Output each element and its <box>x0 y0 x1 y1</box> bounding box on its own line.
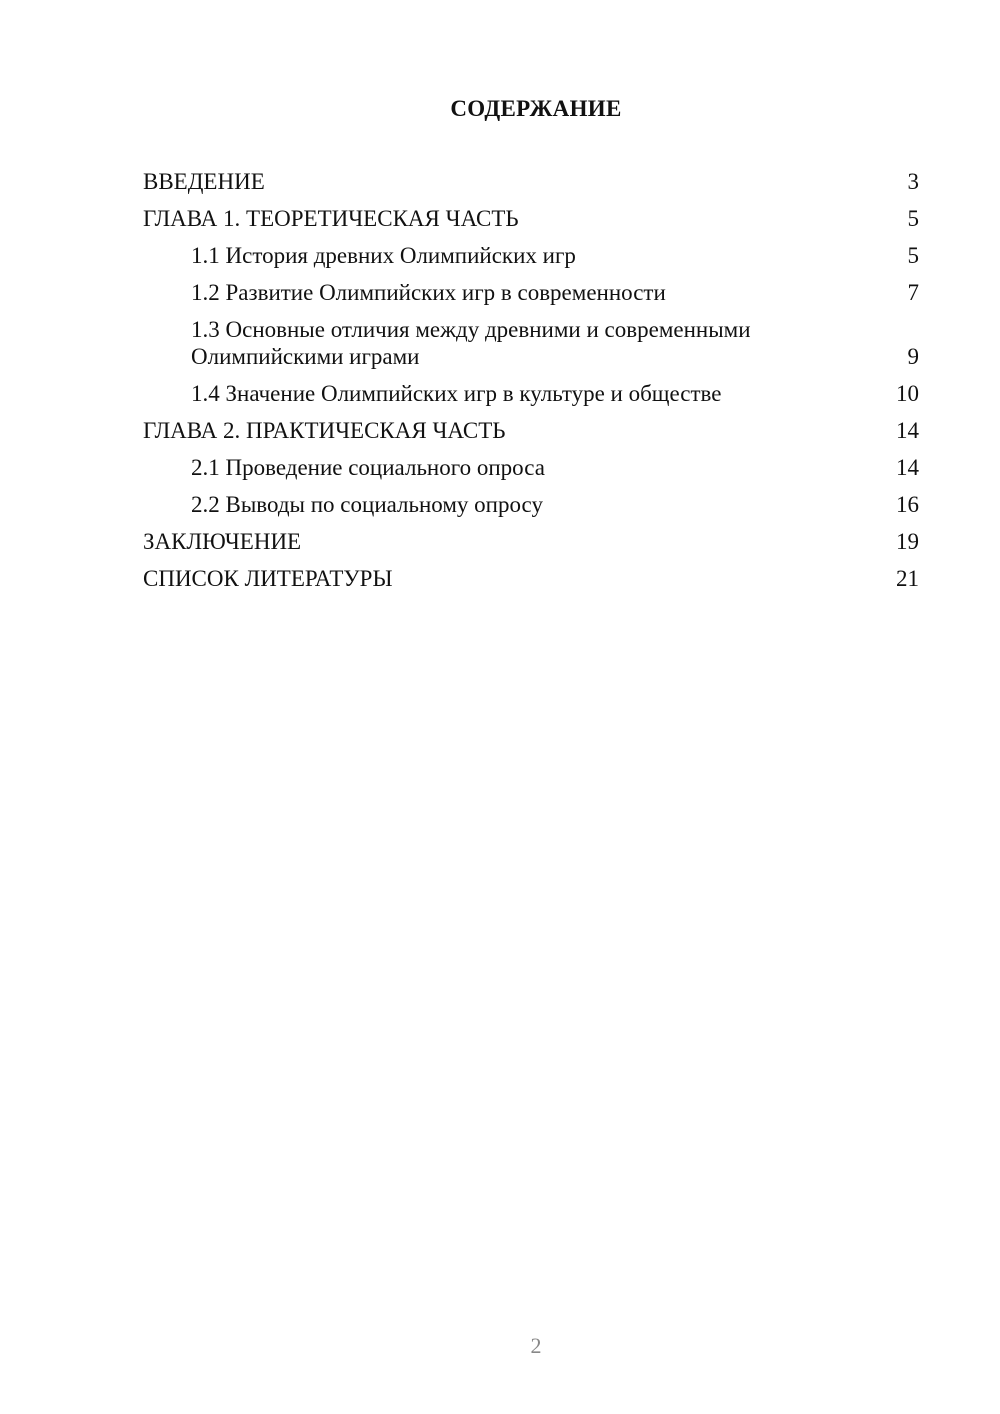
toc-entry-label: 2.2 Выводы по социальному опросу <box>191 492 543 517</box>
toc-entry-section-1-4[interactable] <box>143 380 919 407</box>
toc-entry-label: ГЛАВА 1. ТЕОРЕТИЧЕСКАЯ ЧАСТЬ <box>143 206 519 231</box>
toc-entry-page: 7 <box>907 280 919 305</box>
toc-entry-page: 14 <box>896 455 919 480</box>
toc-entry-label: 2.1 Проведение социального опроса <box>191 455 545 480</box>
toc-entry-label: 1.4 Значение Олимпийских игр в культуре и обществе <box>191 381 722 406</box>
page-number: 2 <box>530 1333 542 1358</box>
toc-entry-label: ГЛАВА 2. ПРАКТИЧЕСКАЯ ЧАСТЬ <box>143 418 506 443</box>
toc-entry-section-1-3[interactable] <box>143 316 919 370</box>
toc-entry-page: 21 <box>896 566 919 591</box>
toc-entry-chapter-2[interactable] <box>143 417 919 444</box>
toc-entry-conclusion[interactable] <box>143 528 919 555</box>
toc-entry-label: ВВЕДЕНИЕ <box>143 169 265 194</box>
toc-entry-references[interactable] <box>143 565 919 592</box>
toc-entry-page: 19 <box>896 529 919 554</box>
toc-entry-page: 10 <box>896 381 919 406</box>
toc-title: СОДЕРЖАНИЕ <box>450 96 622 121</box>
toc-entry-page: 16 <box>896 492 919 517</box>
toc-entry-page: 5 <box>907 243 919 268</box>
toc-entry-section-1-2[interactable] <box>143 279 919 306</box>
toc-entry-label: 1.3 Основные отличия между древними и современными Олимпийскими играми <box>191 317 751 369</box>
toc-entry-label: ЗАКЛЮЧЕНИЕ <box>143 529 302 554</box>
table-of-contents <box>143 168 919 602</box>
toc-entry-section-2-1[interactable] <box>143 454 919 481</box>
toc-entry-section-2-2[interactable] <box>143 491 919 518</box>
toc-entry-page: 9 <box>907 344 919 369</box>
toc-entry-label: 1.2 Развитие Олимпийских игр в современности <box>191 280 666 305</box>
toc-entry-introduction[interactable] <box>143 168 919 195</box>
toc-entry-label: 1.1 История древних Олимпийских игр <box>191 243 576 268</box>
toc-entry-page: 3 <box>907 169 919 194</box>
toc-entry-page: 14 <box>896 418 919 443</box>
toc-entry-page: 5 <box>907 206 919 231</box>
toc-entry-label: СПИСОК ЛИТЕРАТУРЫ <box>143 566 393 591</box>
toc-entry-chapter-1[interactable] <box>143 205 919 232</box>
toc-entry-section-1-1[interactable] <box>143 242 919 269</box>
